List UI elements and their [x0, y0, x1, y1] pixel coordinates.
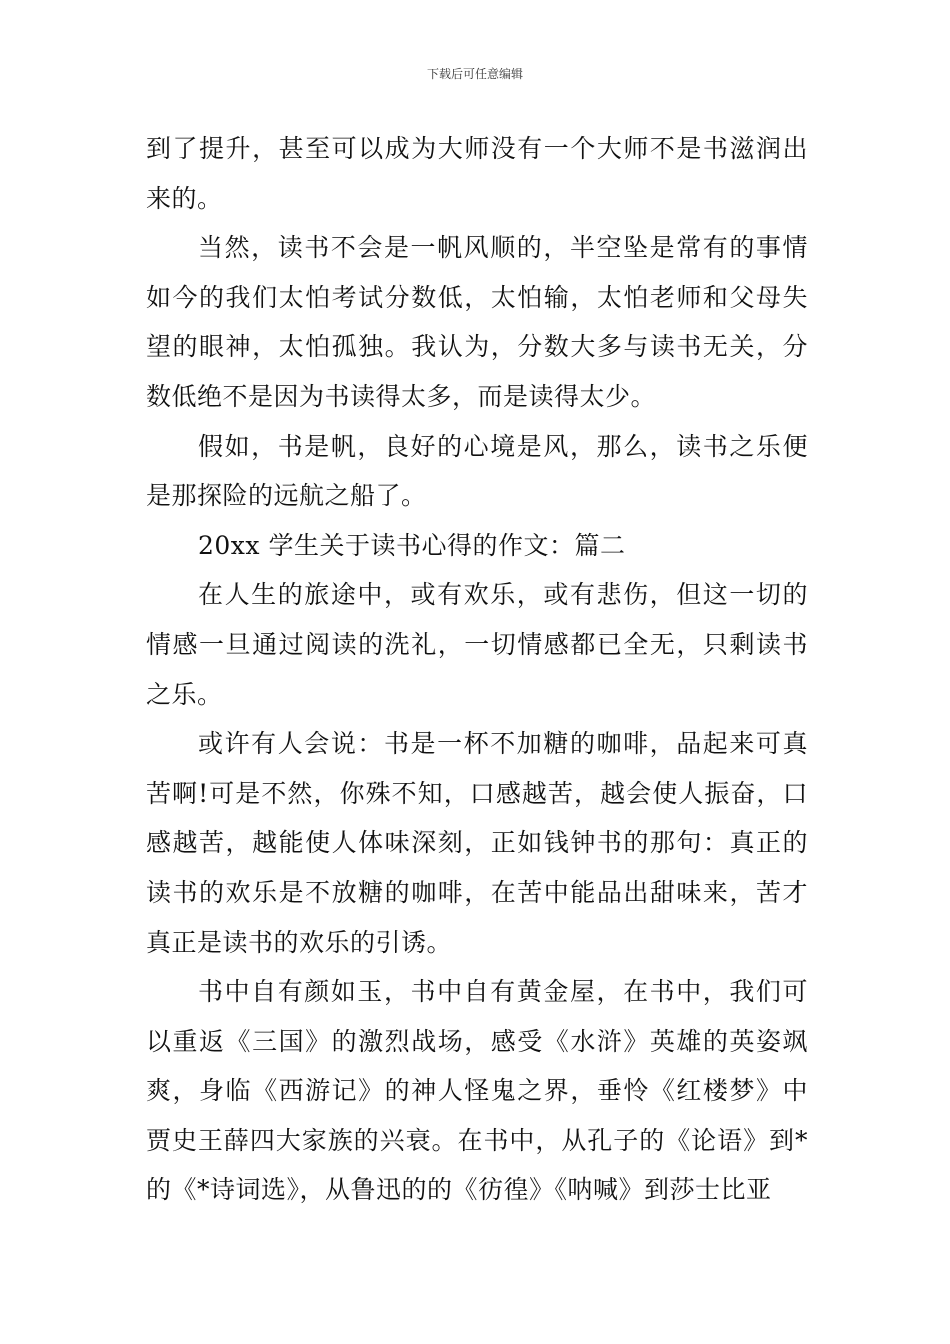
section-heading: 20xx 学生关于读书心得的作文：篇二 [198, 530, 626, 560]
paragraph-1: 到了提升，甚至可以成为大师没有一个大师不是书滋润出来的。 [146, 134, 808, 213]
document-body [146, 124, 808, 1215]
paragraph-5: 或许有人会说：书是一杯不加糖的咖啡，品起来可真苦啊!可是不然，你殊不知，口感越苦，越会使人振奋，口感越苦，越能使人体味深刻，正如钱钟书的那句：真正的读书的欢乐是不放糖的咖啡，在苦中能品出甜味来，苦才真正是读书的欢乐的引诱。 [146, 729, 808, 957]
page-header: 下载后可任意编辑 [426, 67, 523, 81]
paragraph-3: 假如，书是帆，良好的心境是风，那么，读书之乐便是那探险的远航之船了。 [146, 431, 808, 511]
paragraph-6: 书中自有颜如玉，书中自有黄金屋，在书中，我们可以重返《三国》的激烈战场，感受《水浒》英雄的英姿飒爽，身临《西游记》的神人怪鬼之界，垂怜《红楼梦》中贾史王薛四大家族的兴衰。在书中，从孔子的《论语》到*的《*诗词选》，从鲁迅的的《彷徨》《呐喊》到莎士比亚 [146, 977, 808, 1205]
paragraph-2: 当然，读书不会是一帆风顺的，半空坠是常有的事情如今的我们太怕考试分数低，太怕输，太怕老师和父母失望的眼神，太怕孤独。我认为，分数大多与读书无关，分数低绝不是因为书读得太多，而是读得太少。 [146, 233, 808, 411]
paragraph-4: 在人生的旅途中，或有欢乐，或有悲伤，但这一切的情感一旦通过阅读的洗礼，一切情感都已全无，只剩读书之乐。 [146, 580, 808, 709]
